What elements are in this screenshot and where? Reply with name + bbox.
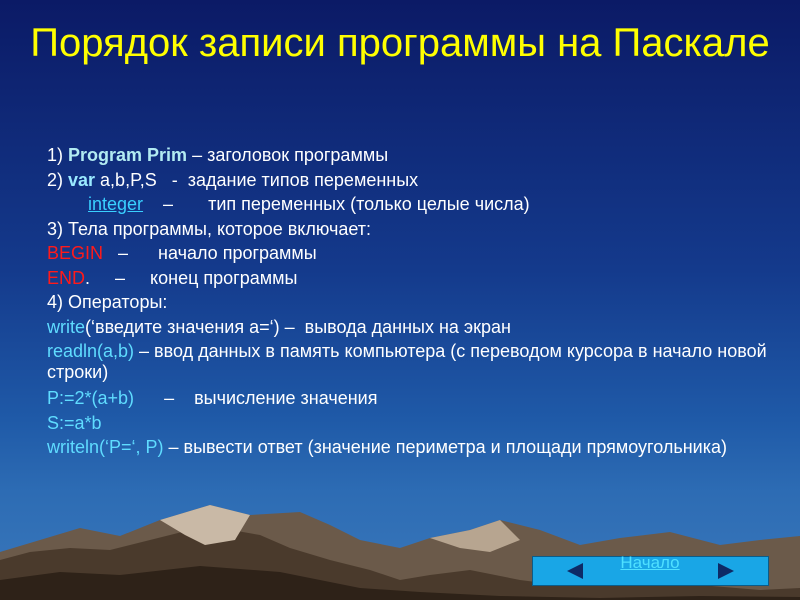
line-12 [47, 437, 767, 458]
line-10 [47, 386, 767, 411]
line-8 [47, 315, 767, 340]
line-1 [47, 143, 767, 168]
integer-link[interactable]: integer [88, 194, 144, 214]
end-keyword: END [47, 267, 86, 288]
slide-content [47, 143, 767, 458]
readln-keyword: readln(a,b) [47, 341, 135, 361]
line-9 [47, 341, 767, 383]
line-6 [47, 266, 767, 291]
program-keyword: Program Prim [68, 145, 188, 165]
assignment-p: P:=2*(a+b) [47, 388, 135, 408]
line-3 [47, 192, 767, 217]
line-4: 3) Тела программы, которое включает: [47, 218, 372, 239]
line-11 [47, 411, 767, 436]
write-keyword: write [47, 316, 86, 337]
line-8-text: (‘введите значения a=‘) – вывода данных на экран [85, 316, 511, 337]
line-2-text: a,b,P,S - задание типов переменных [95, 169, 419, 190]
assignment-s: S:=a*b [47, 412, 102, 433]
slide-title: Порядок записи программы на Паскале [30, 21, 770, 65]
line-2-number: 2) [47, 169, 69, 190]
line-3-text: – тип переменных (только целые числа) [143, 194, 530, 214]
line-7: 4) Операторы: [47, 292, 168, 312]
line-9-text: – ввод данных в память компьютера (с переводом курсора в начало новой строки) [47, 341, 767, 382]
line-10-text: – вычисление значения [134, 388, 378, 408]
line-5-text: – начало программы [103, 243, 317, 263]
home-link[interactable]: Начало [620, 553, 680, 572]
var-keyword: var [68, 169, 96, 190]
line-1-text: – заголовок программы [187, 145, 389, 165]
line-5 [47, 241, 767, 266]
line-1-number: 1) [47, 145, 69, 165]
arrow-left-icon[interactable] [567, 563, 583, 579]
navigation-bar [532, 553, 769, 586]
writeln-keyword: writeln(‘P=‘, P) [47, 437, 164, 457]
arrow-right-icon[interactable] [718, 563, 734, 579]
line-12-text: – вывести ответ (значение периметра и площади прямоугольника) [163, 437, 727, 457]
line-2 [47, 168, 767, 193]
begin-keyword: BEGIN [47, 243, 104, 263]
line-6-text: . – конец программы [85, 267, 298, 288]
